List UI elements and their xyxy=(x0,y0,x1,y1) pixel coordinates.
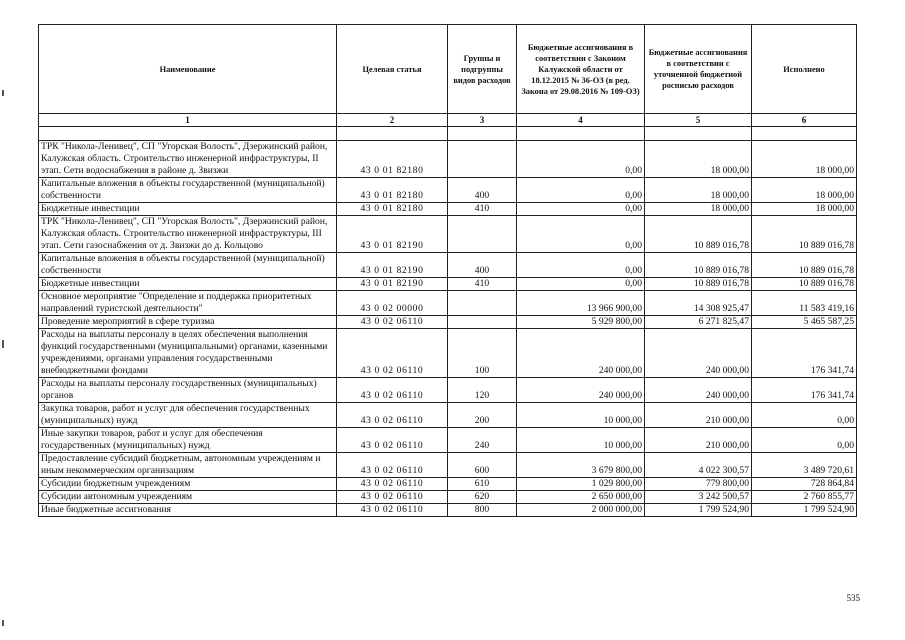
header-executed: Исполнено xyxy=(752,25,857,114)
row-name: Субсидии бюджетным учреждениям xyxy=(39,478,337,491)
row-target-article: 43 0 01 82190 xyxy=(337,253,448,278)
budget-table xyxy=(38,24,857,517)
row-refined-budget: 779 800,00 xyxy=(645,478,752,491)
table-row xyxy=(39,403,857,428)
row-expense-group: 610 xyxy=(448,478,517,491)
row-refined-budget: 14 308 925,47 xyxy=(645,291,752,316)
row-target-article: 43 0 02 06110 xyxy=(337,453,448,478)
table-row xyxy=(39,141,857,178)
row-budget-law: 13 966 900,00 xyxy=(517,291,645,316)
row-refined-budget: 10 889 016,78 xyxy=(645,253,752,278)
row-name: Расходы на выплаты персоналу в целях обеспечения выполнения функций государственными (муниципальными) органами, казенными учреждениями, органами управления государственными внебюджетными фондами xyxy=(39,329,337,378)
row-budget-law: 240 000,00 xyxy=(517,378,645,403)
row-name: Основное мероприятие "Определение и поддержка приоритетных направлений туристской деятельности" xyxy=(39,291,337,316)
table-row xyxy=(39,504,857,517)
row-name: Капитальные вложения в объекты государственной (муниципальной) собственности xyxy=(39,178,337,203)
row-target-article: 43 0 02 06110 xyxy=(337,504,448,517)
table-row xyxy=(39,478,857,491)
row-expense-group xyxy=(448,141,517,178)
row-budget-law: 0,00 xyxy=(517,203,645,216)
row-budget-law: 2 650 000,00 xyxy=(517,491,645,504)
table-row xyxy=(39,291,857,316)
margin-mark xyxy=(2,620,4,626)
row-executed: 10 889 016,78 xyxy=(752,216,857,253)
row-refined-budget: 240 000,00 xyxy=(645,329,752,378)
row-refined-budget: 3 242 500,57 xyxy=(645,491,752,504)
row-executed: 1 799 524,90 xyxy=(752,504,857,517)
row-expense-group: 410 xyxy=(448,203,517,216)
row-name: Капитальные вложения в объекты государственной (муниципальной) собственности xyxy=(39,253,337,278)
row-expense-group: 410 xyxy=(448,278,517,291)
margin-mark xyxy=(2,90,4,96)
row-name: ТРК "Никола-Ленивец", СП "Угорская Волость", Дзержинский район, Калужская область. Строительство инженерной инфраструктуры, III этап. Сети газоснабжения от д. Звизжи до д. Кольцово xyxy=(39,216,337,253)
row-name: Иные бюджетные ассигнования xyxy=(39,504,337,517)
row-name: Бюджетные инвестиции xyxy=(39,278,337,291)
row-refined-budget: 210 000,00 xyxy=(645,428,752,453)
margin-mark xyxy=(2,340,4,348)
row-refined-budget: 10 889 016,78 xyxy=(645,278,752,291)
row-name: ТРК "Никола-Ленивец", СП "Угорская Волость", Дзержинский район, Калужская область. Строительство инженерной инфраструктуры, II этап. Сети водоснабжения в районе д. Звизжи xyxy=(39,141,337,178)
row-name: Иные закупки товаров, работ и услуг для обеспечения государственных (муниципальных) нужд xyxy=(39,428,337,453)
column-number: 4 xyxy=(517,114,645,127)
row-executed: 5 465 587,25 xyxy=(752,316,857,329)
header-refined-budget: Бюджетные ассигнования в соответствии с уточненной бюджетной росписью расходов xyxy=(645,25,752,114)
table-row xyxy=(39,216,857,253)
row-budget-law: 0,00 xyxy=(517,253,645,278)
row-name: Проведение мероприятий в сфере туризма xyxy=(39,316,337,329)
row-refined-budget: 4 022 300,57 xyxy=(645,453,752,478)
row-budget-law: 0,00 xyxy=(517,178,645,203)
row-expense-group xyxy=(448,216,517,253)
row-expense-group: 200 xyxy=(448,403,517,428)
row-name: Закупка товаров, работ и услуг для обеспечения государственных (муниципальных) нужд xyxy=(39,403,337,428)
table-row xyxy=(39,178,857,203)
row-executed: 10 889 016,78 xyxy=(752,253,857,278)
table-row xyxy=(39,329,857,378)
header-name: Наименование xyxy=(39,25,337,114)
row-expense-group: 100 xyxy=(448,329,517,378)
row-refined-budget: 18 000,00 xyxy=(645,203,752,216)
table-row xyxy=(39,203,857,216)
table-row xyxy=(39,316,857,329)
header-budget-law: Бюджетные ассигнования в соответствии с Законом Калужской области от 18.12.2015 № 36-ОЗ (в ред. Закона от 29.08.2016 № 109-ОЗ) xyxy=(517,25,645,114)
row-refined-budget: 1 799 524,90 xyxy=(645,504,752,517)
row-budget-law: 1 029 800,00 xyxy=(517,478,645,491)
column-number: 2 xyxy=(337,114,448,127)
row-budget-law: 2 000 000,00 xyxy=(517,504,645,517)
row-budget-law: 3 679 800,00 xyxy=(517,453,645,478)
row-name: Расходы на выплаты персоналу государственных (муниципальных) органов xyxy=(39,378,337,403)
table-row xyxy=(39,491,857,504)
table-row xyxy=(39,253,857,278)
row-budget-law: 240 000,00 xyxy=(517,329,645,378)
row-executed: 18 000,00 xyxy=(752,141,857,178)
row-executed: 3 489 720,61 xyxy=(752,453,857,478)
row-target-article: 43 0 02 06110 xyxy=(337,316,448,329)
row-expense-group: 620 xyxy=(448,491,517,504)
row-executed: 2 760 855,77 xyxy=(752,491,857,504)
row-refined-budget: 240 000,00 xyxy=(645,378,752,403)
header-target-article: Целевая статья xyxy=(337,25,448,114)
row-executed: 176 341,74 xyxy=(752,378,857,403)
row-executed: 10 889 016,78 xyxy=(752,278,857,291)
row-expense-group: 120 xyxy=(448,378,517,403)
row-executed: 18 000,00 xyxy=(752,178,857,203)
table-row xyxy=(39,453,857,478)
row-target-article: 43 0 02 00000 xyxy=(337,291,448,316)
spacer-row xyxy=(39,127,857,141)
row-expense-group: 240 xyxy=(448,428,517,453)
row-target-article: 43 0 01 82190 xyxy=(337,278,448,291)
column-numbers-row xyxy=(39,114,857,127)
column-number: 3 xyxy=(448,114,517,127)
row-target-article: 43 0 02 06110 xyxy=(337,329,448,378)
column-number: 6 xyxy=(752,114,857,127)
row-executed: 176 341,74 xyxy=(752,329,857,378)
row-executed: 11 583 419,16 xyxy=(752,291,857,316)
row-refined-budget: 210 000,00 xyxy=(645,403,752,428)
row-budget-law: 0,00 xyxy=(517,141,645,178)
row-budget-law: 5 929 800,00 xyxy=(517,316,645,329)
row-executed: 0,00 xyxy=(752,428,857,453)
row-name: Предоставление субсидий бюджетным, автономным учреждениям и иным некоммерческим организациям xyxy=(39,453,337,478)
row-executed: 18 000,00 xyxy=(752,203,857,216)
table-row xyxy=(39,278,857,291)
row-refined-budget: 10 889 016,78 xyxy=(645,216,752,253)
row-expense-group xyxy=(448,291,517,316)
row-name: Бюджетные инвестиции xyxy=(39,203,337,216)
row-expense-group: 400 xyxy=(448,253,517,278)
row-target-article: 43 0 01 82180 xyxy=(337,203,448,216)
header-expense-groups: Группы и подгруппы видов расходов xyxy=(448,25,517,114)
table-row xyxy=(39,428,857,453)
row-executed: 0,00 xyxy=(752,403,857,428)
row-refined-budget: 18 000,00 xyxy=(645,141,752,178)
table-row xyxy=(39,378,857,403)
column-number: 1 xyxy=(39,114,337,127)
row-target-article: 43 0 02 06110 xyxy=(337,428,448,453)
column-number: 5 xyxy=(645,114,752,127)
row-refined-budget: 18 000,00 xyxy=(645,178,752,203)
page-number: 535 xyxy=(846,593,860,603)
row-budget-law: 10 000,00 xyxy=(517,403,645,428)
row-target-article: 43 0 02 06110 xyxy=(337,491,448,504)
row-target-article: 43 0 02 06110 xyxy=(337,403,448,428)
row-expense-group: 400 xyxy=(448,178,517,203)
header-row xyxy=(39,25,857,114)
row-target-article: 43 0 01 82180 xyxy=(337,178,448,203)
row-budget-law: 10 000,00 xyxy=(517,428,645,453)
row-budget-law: 0,00 xyxy=(517,278,645,291)
row-executed: 728 864,84 xyxy=(752,478,857,491)
row-target-article: 43 0 01 82190 xyxy=(337,216,448,253)
row-refined-budget: 6 271 825,47 xyxy=(645,316,752,329)
row-target-article: 43 0 02 06110 xyxy=(337,478,448,491)
row-expense-group xyxy=(448,316,517,329)
row-expense-group: 800 xyxy=(448,504,517,517)
row-target-article: 43 0 01 82180 xyxy=(337,141,448,178)
row-name: Субсидии автономным учреждениям xyxy=(39,491,337,504)
row-budget-law: 0,00 xyxy=(517,216,645,253)
row-expense-group: 600 xyxy=(448,453,517,478)
row-target-article: 43 0 02 06110 xyxy=(337,378,448,403)
